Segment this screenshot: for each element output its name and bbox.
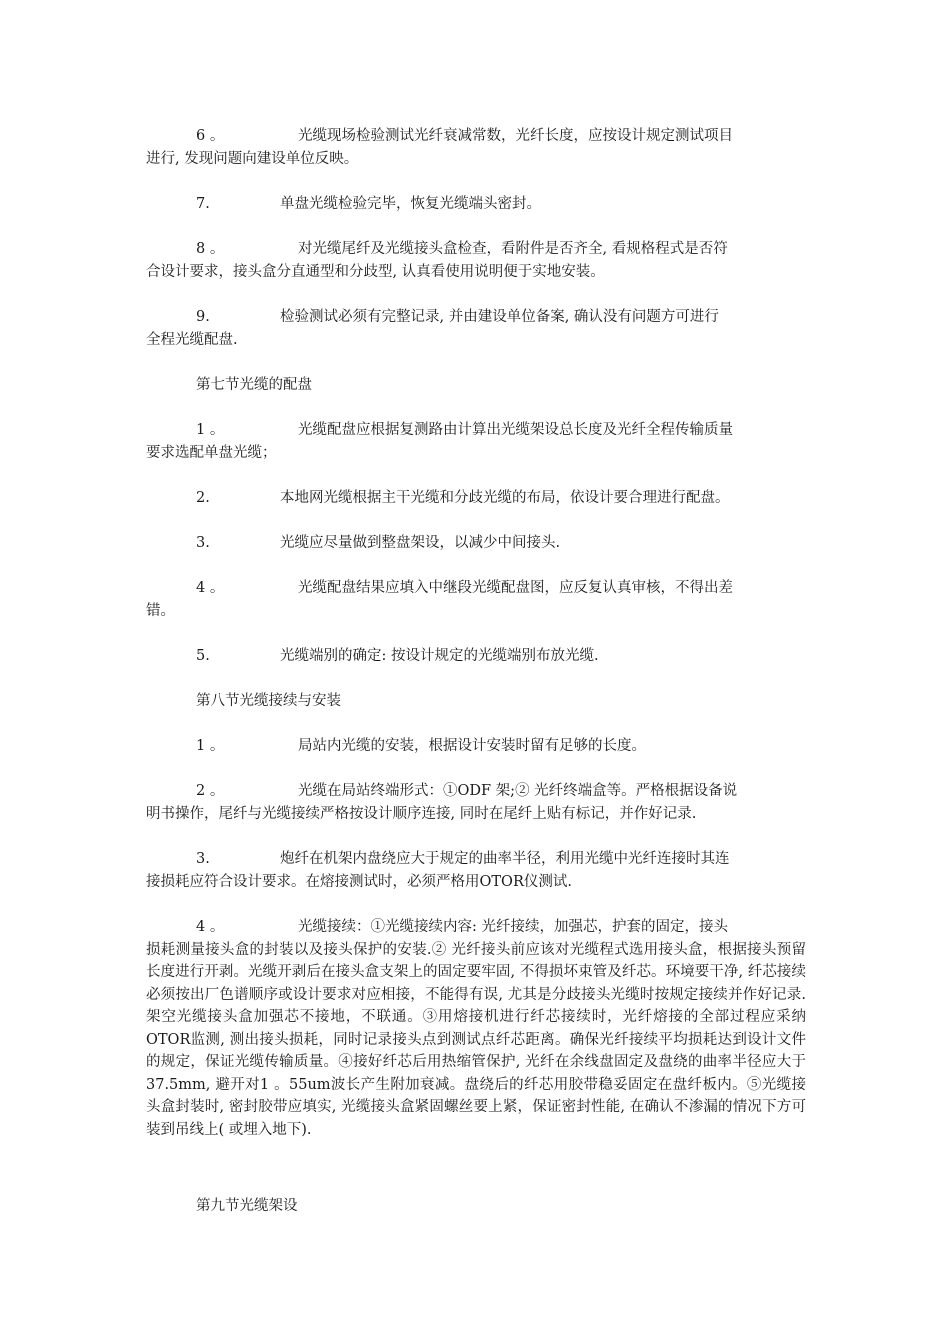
item-text-first: 光缆配盘应根据复测路由计算出光缆架设总长度及光纤全程传输质量 (298, 422, 733, 438)
item-text-rest: 接损耗应符合设计要求。在熔接测试时，必须严格用OTOR仪测试. (146, 873, 572, 890)
item-number: 9. (196, 309, 210, 325)
list-item (146, 577, 806, 622)
item-number: 5. (196, 648, 210, 664)
list-item (146, 419, 806, 464)
item-text-first: 炮纤在机架内盘绕应大于规定的曲率半径，利用光缆中光纤连接时其连 (280, 851, 730, 867)
section-heading: 第八节光缆接续与安装 (196, 693, 341, 709)
item-number: 1 。 (196, 738, 225, 754)
item-text-first: 光缆应尽量做到整盘架设，以减少中间接头. (280, 535, 561, 551)
item-text-rest: 合设计要求，接头盒分直通型和分歧型, 认真看使用说明便于实地安装。 (146, 263, 605, 280)
item-text-first: 单盘光缆检验完毕，恢复光缆端头密封。 (280, 196, 541, 212)
list-item (146, 193, 806, 216)
item-number: 8 。 (196, 241, 225, 257)
item-text-first: 本地网光缆根据主干光缆和分歧光缆的布局，依设计要合理进行配盘。 (280, 490, 730, 506)
item-text-rest: 要求选配单盘光缆； (146, 444, 277, 461)
item-number: 4 。 (196, 919, 225, 935)
item-text-first: 局站内光缆的安装，根据设计安装时留有足够的长度。 (298, 738, 646, 754)
item-number: 1 。 (196, 422, 225, 438)
list-item (146, 238, 806, 283)
item-text-rest: 全程光缆配盘. (146, 331, 238, 348)
item-text-first: 光缆接续：①光缆接续内容: 光纤接续，加强芯，护套的固定，接头 (298, 919, 728, 935)
item-text-first: 光缆在局站终端形式：①ODF 架;② 光纤终端盒等。严格根据设备说 (298, 783, 738, 799)
item-text-first: 光缆配盘结果应填入中继段光缆配盘图，应反复认真审核，不得出差 (298, 580, 733, 596)
list-item (146, 916, 806, 1141)
item-text-rest: 明书操作，尾纤与光缆接续严格按设计顺序连接, 同时在尾纤上贴有标记，并作好记录. (146, 805, 697, 822)
item-number: 7. (196, 196, 210, 212)
section-heading: 第七节光缆的配盘 (196, 377, 312, 393)
item-text-first: 检验测试必须有完整记录, 并由建设单位备案, 确认没有问题方可进行 (280, 309, 719, 325)
list-item (146, 780, 806, 825)
item-number: 6 。 (196, 128, 225, 144)
item-text-rest: 进行, 发现问题向建设单位反映。 (146, 150, 359, 167)
item-text-first: 对光缆尾纤及光缆接头盒检查，看附件是否齐全, 看规格程式是否符 (298, 241, 728, 257)
item-text-first: 光缆端别的确定: 按设计规定的光缆端别布放光缆. (280, 648, 599, 664)
list-item (146, 735, 806, 758)
item-number: 2. (196, 490, 210, 506)
section-heading: 第九节光缆架设 (196, 1198, 298, 1214)
list-item (146, 532, 806, 555)
item-text-rest: 错。 (146, 602, 175, 619)
list-item (146, 487, 806, 510)
item-number: 4 。 (196, 580, 225, 596)
item-text-first: 光缆现场检验测试光纤衰减常数，光纤长度，应按设计规定测试项目 (298, 128, 733, 144)
item-text-rest: 损耗测量接头盒的封装以及接头保护的安装.② 光纤接头前应该对光缆程式选用接头盒，根据接头预留长度进行开剥。光缆开剥后在接头盒支架上的固定要牢固, 不得损坏束管及纤芯。环境要干净, 纤芯接续必须按出厂色谱顺序或设计要求对应相接，不能得有误, 尤其是分歧接头光缆时按规定接续并作好记录. 架空光缆接头盒加强芯不接地，不联通。③用熔接机进行纤芯接续时，光纤熔接的全部过程应采纳OTOR监测, 测出接头损耗，同时记录接头点到测试点纤芯距离。确保光纤接续平均损耗达到设计文件的规定，保证光缆传输质量。④接好纤芯后用热缩管保护, 光纤在余线盘固定及盘绕的曲率半径应大于37.5mm, 避开对1 。55um波长产生附加衰减。盘绕后的纤芯用胶带稳妥固定在盘纤板内。⑤光缆接头盒封装时, 密封胶带应填实, 光缆接头盒紧固螺丝要上紧，保证密封性能, 在确认不渗漏的情况下方可装到吊线上( 或埋入地下). (146, 941, 806, 1138)
list-item (146, 125, 806, 170)
list-item (146, 645, 806, 668)
list-item (146, 306, 806, 351)
item-number: 3. (196, 535, 210, 551)
list-item (146, 848, 806, 893)
item-number: 2 。 (196, 783, 225, 799)
item-number: 3. (196, 851, 210, 867)
